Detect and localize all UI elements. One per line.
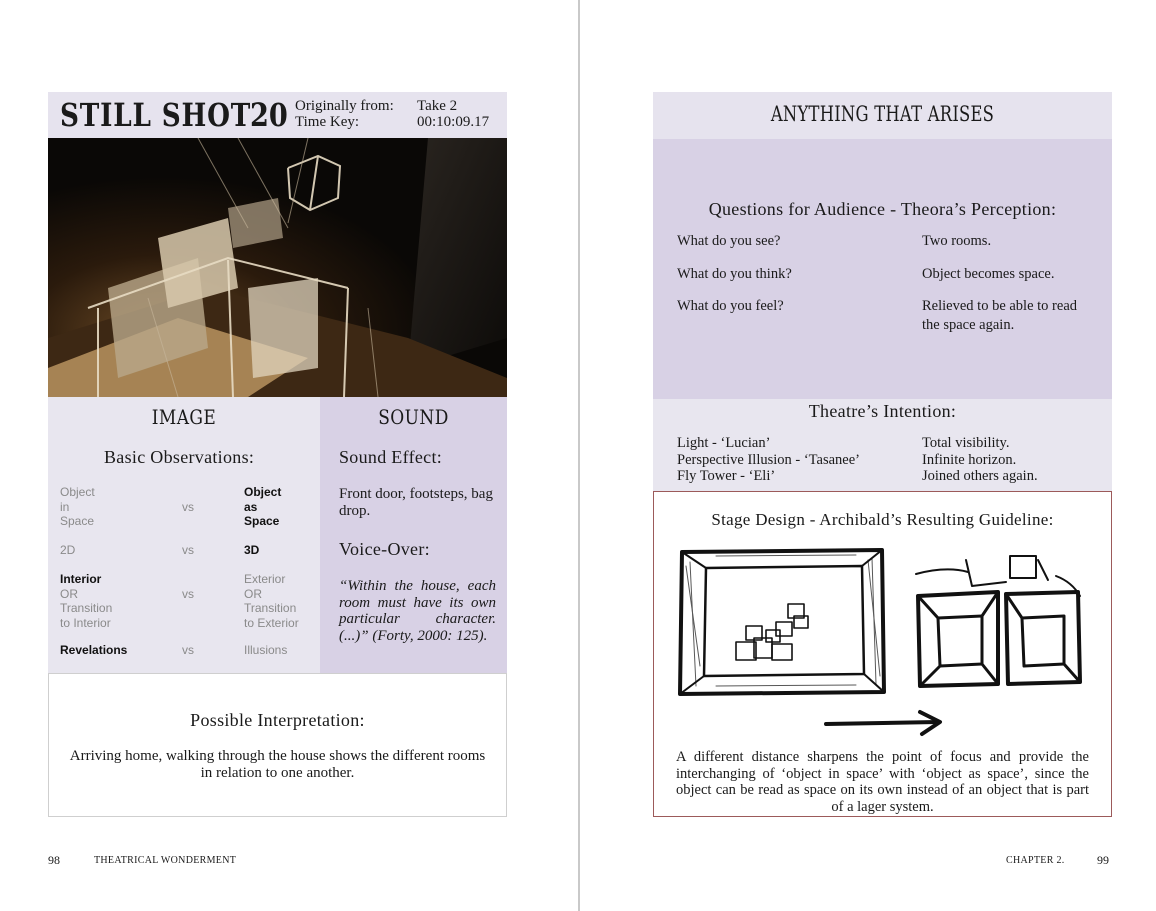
still-shot-title: STILL SHOT	[60, 96, 252, 134]
intention-left-2: Perspective Illusion - ‘Tasanee’	[677, 452, 860, 468]
questions-heading: Questions for Audience - Theora’s Perception:	[708, 199, 1057, 219]
possible-interpretation-text: Arriving home, walking through the house shows the different rooms in relation to one another.	[69, 748, 486, 781]
sound-column	[320, 397, 507, 673]
intention-left-3: Fly Tower - ‘Eli’	[677, 468, 776, 484]
stage-model-photo	[48, 138, 507, 397]
answer-2: Object becomes space.	[922, 266, 1055, 282]
still-shot-photo	[48, 138, 507, 397]
sound-effect-heading: Sound Effect:	[339, 447, 443, 467]
theatre-intention-box	[653, 399, 1112, 491]
obs-right-1: Object as Space	[244, 485, 282, 528]
left-page-number: 98	[48, 853, 60, 867]
stage-design-box	[653, 491, 1112, 817]
voice-over-text: “Within the house, each room must have its own particular character. (...)” (Forty, 2000: 125).	[339, 578, 496, 644]
obs-vs-3: vs	[182, 587, 194, 601]
time-key-label: Time Key:	[295, 114, 360, 130]
question-1: What do you see?	[677, 233, 781, 249]
chapter-section-header	[653, 92, 1112, 139]
obs-left-2: 2D	[60, 543, 76, 557]
intention-left-1: Light - ‘Lucian’	[677, 435, 771, 451]
still-shot-header	[48, 92, 507, 138]
book-gutter	[578, 0, 580, 911]
obs-vs-4: vs	[182, 643, 194, 657]
obs-right-4: Illusions	[244, 643, 288, 657]
obs-left-1: Object in Space	[60, 485, 95, 528]
left-running-title: THEATRICAL WONDERMENT	[94, 855, 237, 866]
obs-right-2: 3D	[244, 543, 260, 557]
originally-from-label: Originally from:	[295, 98, 394, 114]
basic-observations-heading: Basic Observations:	[104, 447, 255, 467]
question-2: What do you think?	[677, 266, 792, 282]
image-column	[48, 397, 320, 673]
still-shot-number: 20	[250, 96, 288, 134]
possible-interpretation-heading: Possible Interpretation:	[190, 710, 365, 730]
stage-design-text: A different distance sharpens the point of focus and provide the interchanging of ‘object in space’ with ‘object as space’, since the object can be read as space on its own instead of an object that is part of a lager system.	[676, 749, 1089, 815]
obs-vs-2: vs	[182, 543, 194, 557]
obs-left-3-rest: OR Transition to Interior	[60, 586, 113, 630]
stage-design-heading: Stage Design - Archibald’s Resulting Guideline:	[711, 510, 1054, 529]
right-page-number: 99	[1097, 853, 1109, 867]
originally-from-value: Take 2	[417, 98, 458, 114]
answer-3: Relieved to be able to read the space again.	[922, 298, 1078, 333]
sound-effect-text: Front door, footsteps, bag drop.	[339, 486, 493, 519]
obs-left-3	[60, 572, 112, 630]
obs-right-3: Exterior OR Transition to Exterior	[244, 572, 299, 630]
image-heading: IMAGE	[151, 405, 217, 429]
answer-1: Two rooms.	[922, 233, 992, 249]
right-running-title: CHAPTER 2.	[1006, 855, 1065, 866]
intention-right-3: Joined others again.	[922, 468, 1038, 484]
obs-vs-1: vs	[182, 500, 194, 514]
intention-right-2: Infinite horizon.	[922, 452, 1017, 468]
questions-box	[653, 139, 1112, 399]
sound-heading: SOUND	[378, 405, 449, 429]
time-key-value: 00:10:09.17	[417, 114, 490, 130]
intention-right-1: Total visibility.	[922, 435, 1010, 451]
obs-left-3-bold: Interior	[60, 572, 102, 586]
voice-over-heading: Voice-Over:	[339, 539, 430, 559]
section-title: ANYTHING THAT ARISES	[770, 102, 995, 126]
question-3: What do you feel?	[677, 298, 784, 314]
stage-design-sketch	[676, 546, 1092, 746]
obs-left-4: Revelations	[60, 643, 128, 657]
possible-interpretation-box	[48, 673, 507, 817]
theatre-intention-heading: Theatre’s Intention:	[808, 401, 957, 421]
